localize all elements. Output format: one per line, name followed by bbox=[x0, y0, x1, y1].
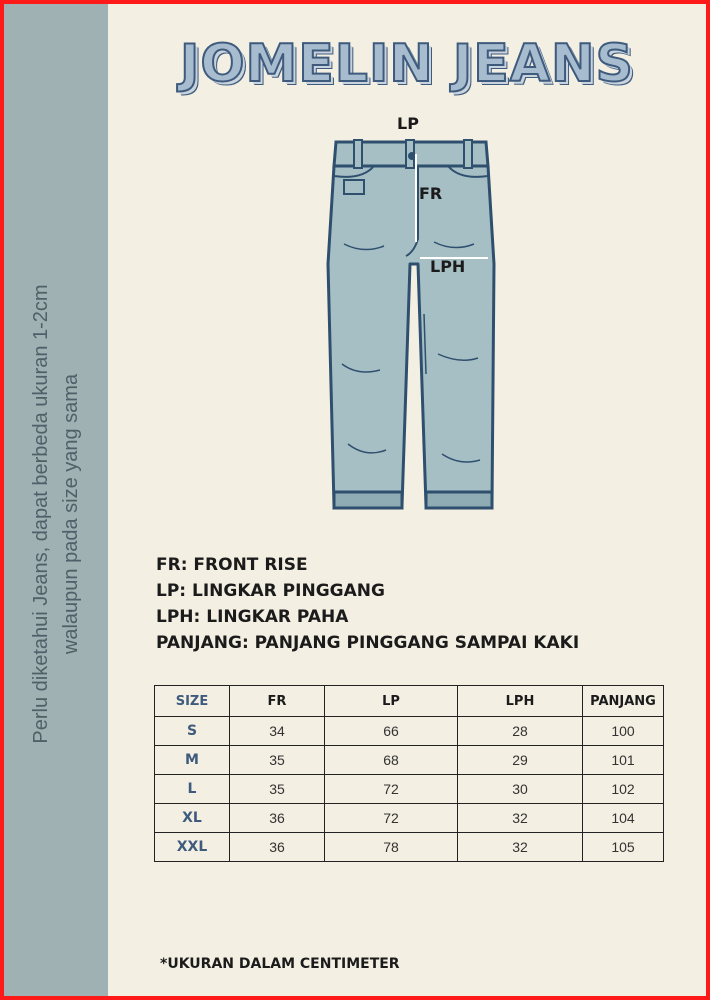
cell-fr: 36 bbox=[230, 833, 325, 862]
table-row bbox=[155, 717, 664, 746]
cell-panjang: 105 bbox=[583, 833, 664, 862]
cell-lph: 32 bbox=[458, 804, 583, 833]
page-title: JOMELIN JEANS bbox=[179, 34, 634, 94]
cell-lph: 30 bbox=[458, 775, 583, 804]
cell-fr: 34 bbox=[230, 717, 325, 746]
table-row bbox=[155, 833, 664, 862]
size-chart-card bbox=[4, 4, 706, 996]
cell-lph: 28 bbox=[458, 717, 583, 746]
sidebar-note-line-2: walaupun pada size yang sama bbox=[60, 373, 82, 655]
cell-size: M bbox=[155, 746, 230, 775]
cell-panjang: 104 bbox=[583, 804, 664, 833]
cell-size: L bbox=[155, 775, 230, 804]
cell-fr: 36 bbox=[230, 804, 325, 833]
footnote: *UKURAN DALAM CENTIMETER bbox=[160, 956, 400, 972]
cell-lp: 66 bbox=[325, 717, 458, 746]
cell-panjang: 100 bbox=[583, 717, 664, 746]
cell-lp: 78 bbox=[325, 833, 458, 862]
legend-item-lph: LPH: LINGKAR PAHA bbox=[156, 607, 349, 627]
diagram-label-fr: FR bbox=[419, 184, 443, 203]
jeans-icon bbox=[328, 140, 494, 508]
cell-lph: 29 bbox=[458, 746, 583, 775]
header-lph: LPH bbox=[458, 686, 583, 717]
diagram-label-lp: LP bbox=[397, 114, 419, 133]
legend-item-lp: LP: LINGKAR PINGGANG bbox=[156, 581, 385, 601]
cell-panjang: 101 bbox=[583, 746, 664, 775]
cell-fr: 35 bbox=[230, 746, 325, 775]
size-table-header bbox=[155, 686, 664, 717]
cell-panjang: 102 bbox=[583, 775, 664, 804]
cell-size: S bbox=[155, 717, 230, 746]
cell-lp: 72 bbox=[325, 775, 458, 804]
table-row bbox=[155, 775, 664, 804]
header-size: SIZE bbox=[155, 686, 230, 717]
cell-lph: 32 bbox=[458, 833, 583, 862]
sidebar-note-line-1: Perlu diketahui Jeans, dapat berbeda ukuran 1-2cm bbox=[30, 284, 52, 744]
legend-item-fr: FR: FRONT RISE bbox=[156, 555, 308, 575]
sidebar-note-text bbox=[26, 284, 86, 743]
cell-lp: 72 bbox=[325, 804, 458, 833]
header-panjang: PANJANG bbox=[583, 686, 664, 717]
table-row bbox=[155, 746, 664, 775]
jeans-illustration bbox=[314, 114, 524, 524]
header-lp: LP bbox=[325, 686, 458, 717]
diagram-label-lph: LPH bbox=[430, 257, 466, 276]
legend-item-panjang: PANJANG: PANJANG PINGGANG SAMPAI KAKI bbox=[156, 633, 580, 653]
cell-size: XL bbox=[155, 804, 230, 833]
size-table bbox=[154, 685, 664, 862]
header-fr: FR bbox=[230, 686, 325, 717]
table-row bbox=[155, 804, 664, 833]
sidebar-note bbox=[4, 4, 108, 996]
cell-lp: 68 bbox=[325, 746, 458, 775]
cell-size: XXL bbox=[155, 833, 230, 862]
measurement-legend bbox=[156, 552, 579, 656]
cell-fr: 35 bbox=[230, 775, 325, 804]
